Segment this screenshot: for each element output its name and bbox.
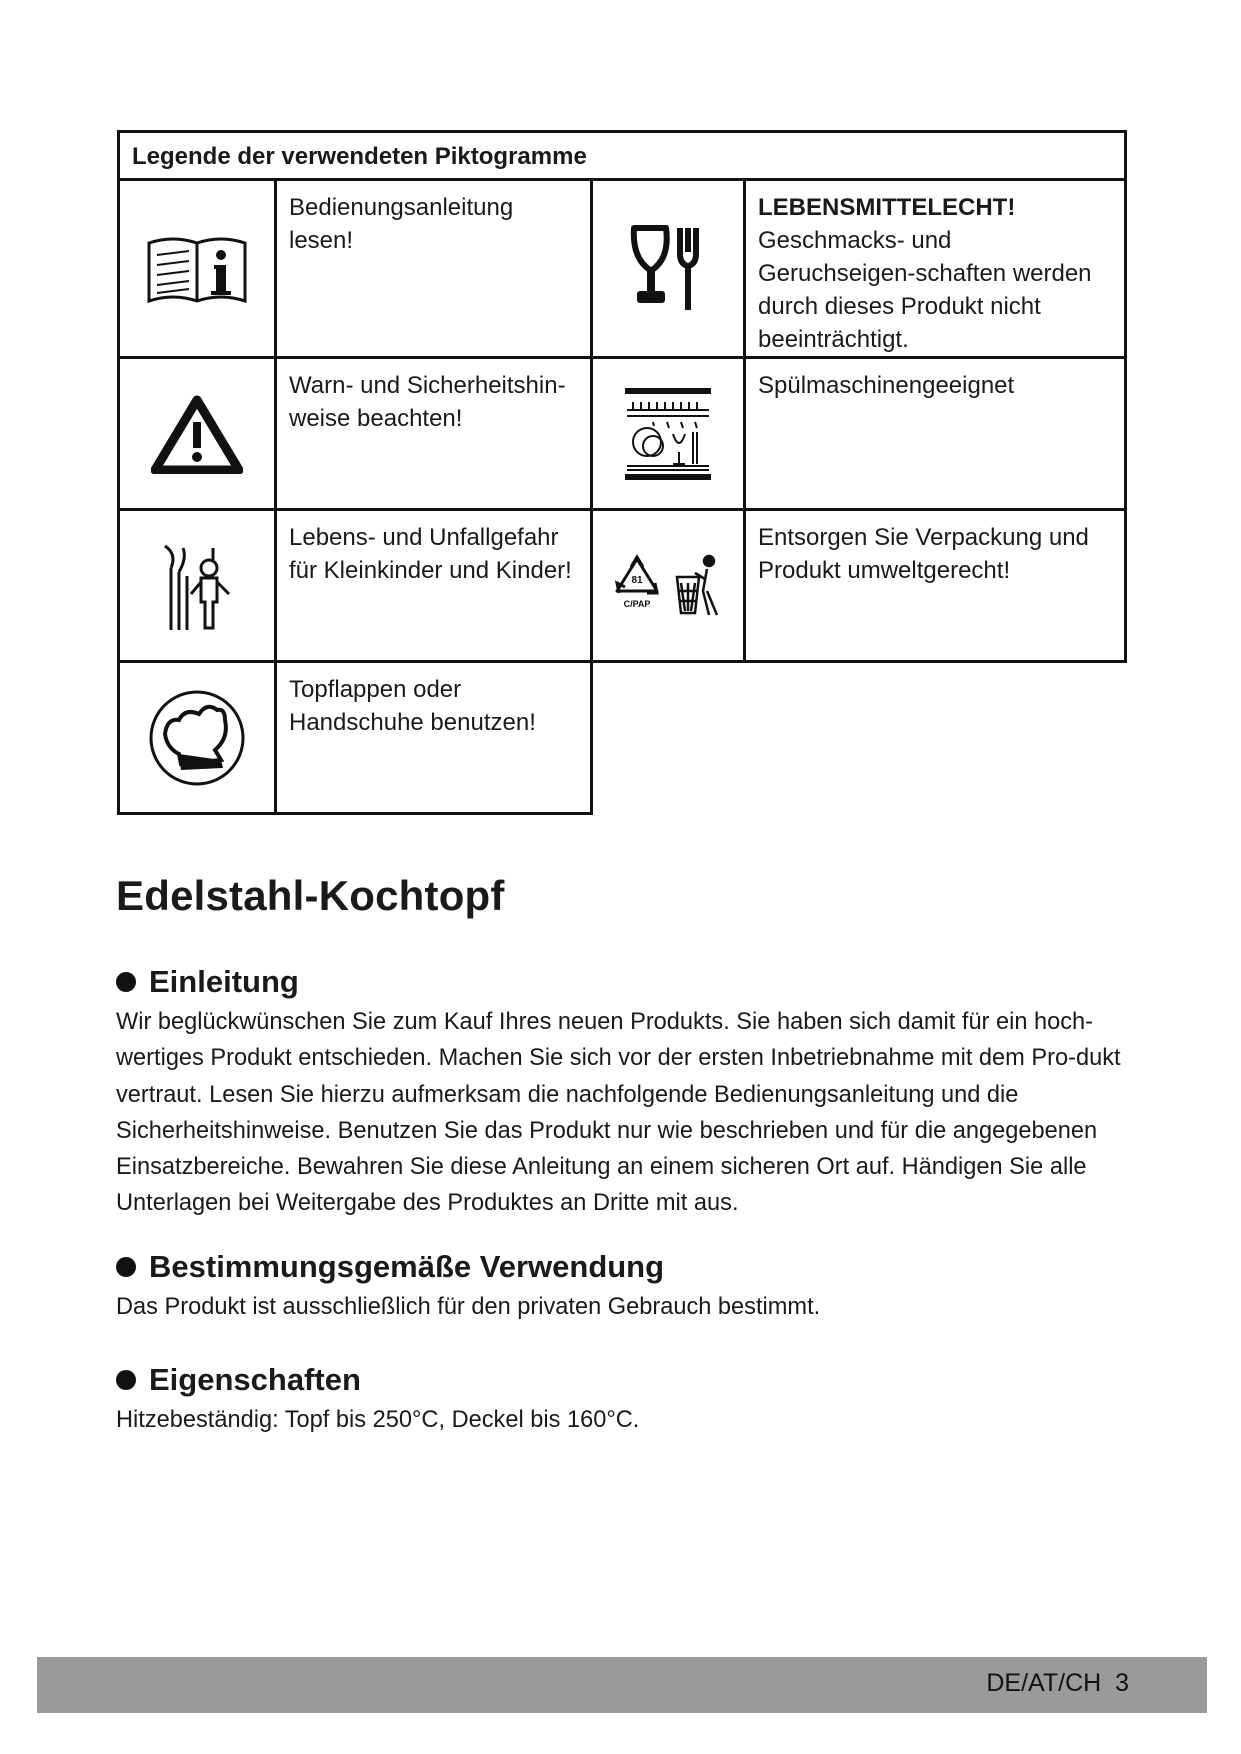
section-properties xyxy=(116,1362,1126,1438)
legend-row xyxy=(119,358,1126,510)
bullet-icon xyxy=(116,1257,136,1277)
bullet-icon xyxy=(116,1370,136,1390)
legend-text: Spülmaschinengeeignet xyxy=(745,358,1126,510)
legend-text: Bedienungsanleitung lesen! xyxy=(276,180,592,358)
child-hazard-icon xyxy=(119,510,276,662)
recycling-icon xyxy=(592,510,745,662)
section-heading: Einleitung xyxy=(149,964,299,999)
legend-text: Lebens- und Unfallgefahr für Kleinkinder und Kinder! xyxy=(276,510,592,662)
section-intended-use xyxy=(116,1249,1126,1325)
food-safe-icon xyxy=(592,180,745,358)
legend-text: Topflappen oder Handschuhe benutzen! xyxy=(276,662,592,814)
legend-title: Legende der verwendeten Piktogramme xyxy=(119,132,1126,180)
manual-info-icon xyxy=(119,180,276,358)
section-body: Das Produkt ist ausschließlich für den privaten Gebrauch bestimmt. xyxy=(116,1294,821,1320)
legend-text-food-safe xyxy=(745,180,1126,358)
legend-heading: LEBENSMITTELECHT! xyxy=(758,194,1016,221)
oven-glove-icon xyxy=(119,662,276,814)
legend-text: Warn- und Sicherheitshin-weise beachten! xyxy=(276,358,592,510)
legend-text: Geschmacks- und Geruchseigen-schaften werden durch dieses Produkt nicht beeinträchtigt. xyxy=(758,227,1092,353)
recycling-code: 81 xyxy=(631,574,643,586)
legend-row xyxy=(119,510,1126,662)
footer-bar xyxy=(37,1657,1207,1713)
section-body: Wir beglückwünschen Sie zum Kauf Ihres neuen Produkts. Sie haben sich damit für ein hoch-wertiges Produkt entschieden. Machen Sie sich vor der ersten Inbetriebnahme mit dem Pro-dukt vertraut. Lesen Sie hierzu aufmerksam die nachfolgende Bedienungsanleitung und die Sicherheitshinweise. Benutzen Sie das Produkt nur wie beschrieben und für die angegebenen Einsatzbereiche. Bewahren Sie diese Anleitung an einem sicheren Ort auf. Händigen Sie alle Unterlagen bei Weitergabe des Produktes an Dritte mit aus. xyxy=(116,1009,1121,1217)
recycling-material: C/PAP xyxy=(623,598,651,609)
section-heading: Bestimmungsgemäße Verwendung xyxy=(149,1249,665,1284)
legend-row xyxy=(119,180,1126,358)
page-label: DE/AT/CH 3 xyxy=(986,1669,1129,1697)
warning-triangle-icon xyxy=(119,358,276,510)
section-introduction xyxy=(116,964,1126,1222)
section-heading: Eigenschaften xyxy=(149,1362,361,1397)
dishwasher-safe-icon xyxy=(592,358,745,510)
page-title: Edelstahl-Kochtopf xyxy=(116,872,505,919)
bullet-icon xyxy=(116,972,136,992)
pictogram-legend-table xyxy=(117,130,1127,815)
legend-row xyxy=(119,662,1126,814)
legend-text: Entsorgen Sie Verpackung und Produkt umweltgerecht! xyxy=(745,510,1126,662)
section-body: Hitzebeständig: Topf bis 250°C, Deckel bis 160°C. xyxy=(116,1407,640,1433)
